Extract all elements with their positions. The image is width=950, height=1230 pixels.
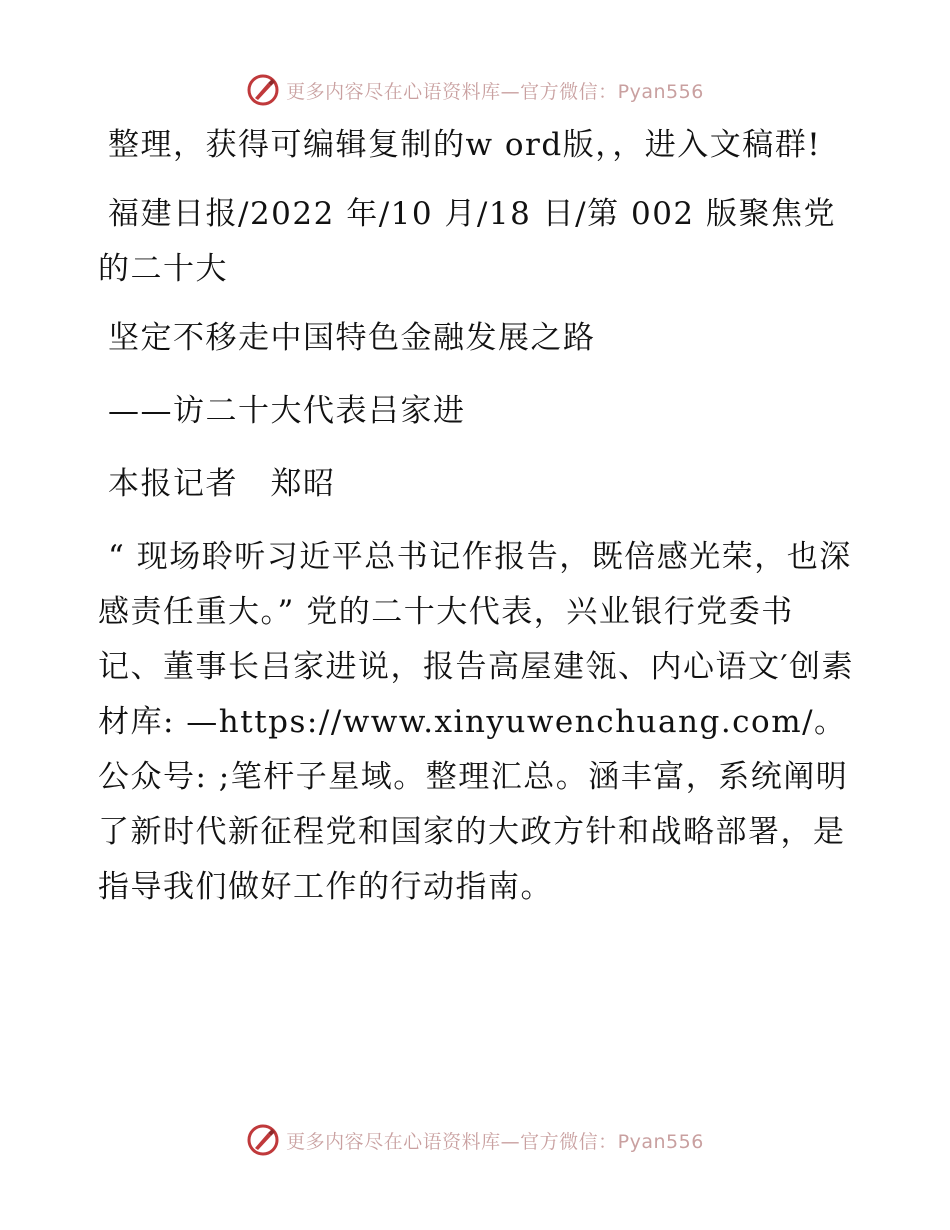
- pen-logo-icon: [246, 1123, 280, 1157]
- article-title: 坚定不移走中国特色金融发展之路: [108, 320, 596, 356]
- paragraph-intro: 整理，获得可编辑复制的w ord版，，进入文稿群!: [108, 127, 822, 163]
- paragraph-source: 福建日报/2022 年/10 月/18 日/第 002 版聚焦党的二十大: [98, 196, 837, 287]
- header-watermark: [0, 70, 950, 110]
- header-watermark-text: 更多内容尽在心语资料库—官方微信：Pyan556: [286, 80, 704, 103]
- paragraph-body: “ 现场聆听习近平总书记作报告，既倍感光荣，也深感责任重大。” 党的二十大代表，兴业银行党委书记、董事长吕家进说，报告高屋建瓴、内心语文′创素材库: —https://www.xinyuwenchuang.com/。公众号: ;笔杆子星域。整理汇总。涵丰富，系统阐明了新时代新征程党和国家的大政方针和战略部署，是指导我们做好工作的行动指南。: [98, 539, 855, 905]
- article-byline: 本报记者 郑昭: [108, 466, 336, 502]
- document-body: [98, 118, 858, 929]
- footer-watermark: [0, 1120, 950, 1160]
- footer-watermark-text: 更多内容尽在心语资料库—官方微信：Pyan556: [286, 1130, 704, 1153]
- pen-logo-icon: [246, 73, 280, 107]
- article-subtitle: ——访二十大代表吕家进: [108, 393, 466, 429]
